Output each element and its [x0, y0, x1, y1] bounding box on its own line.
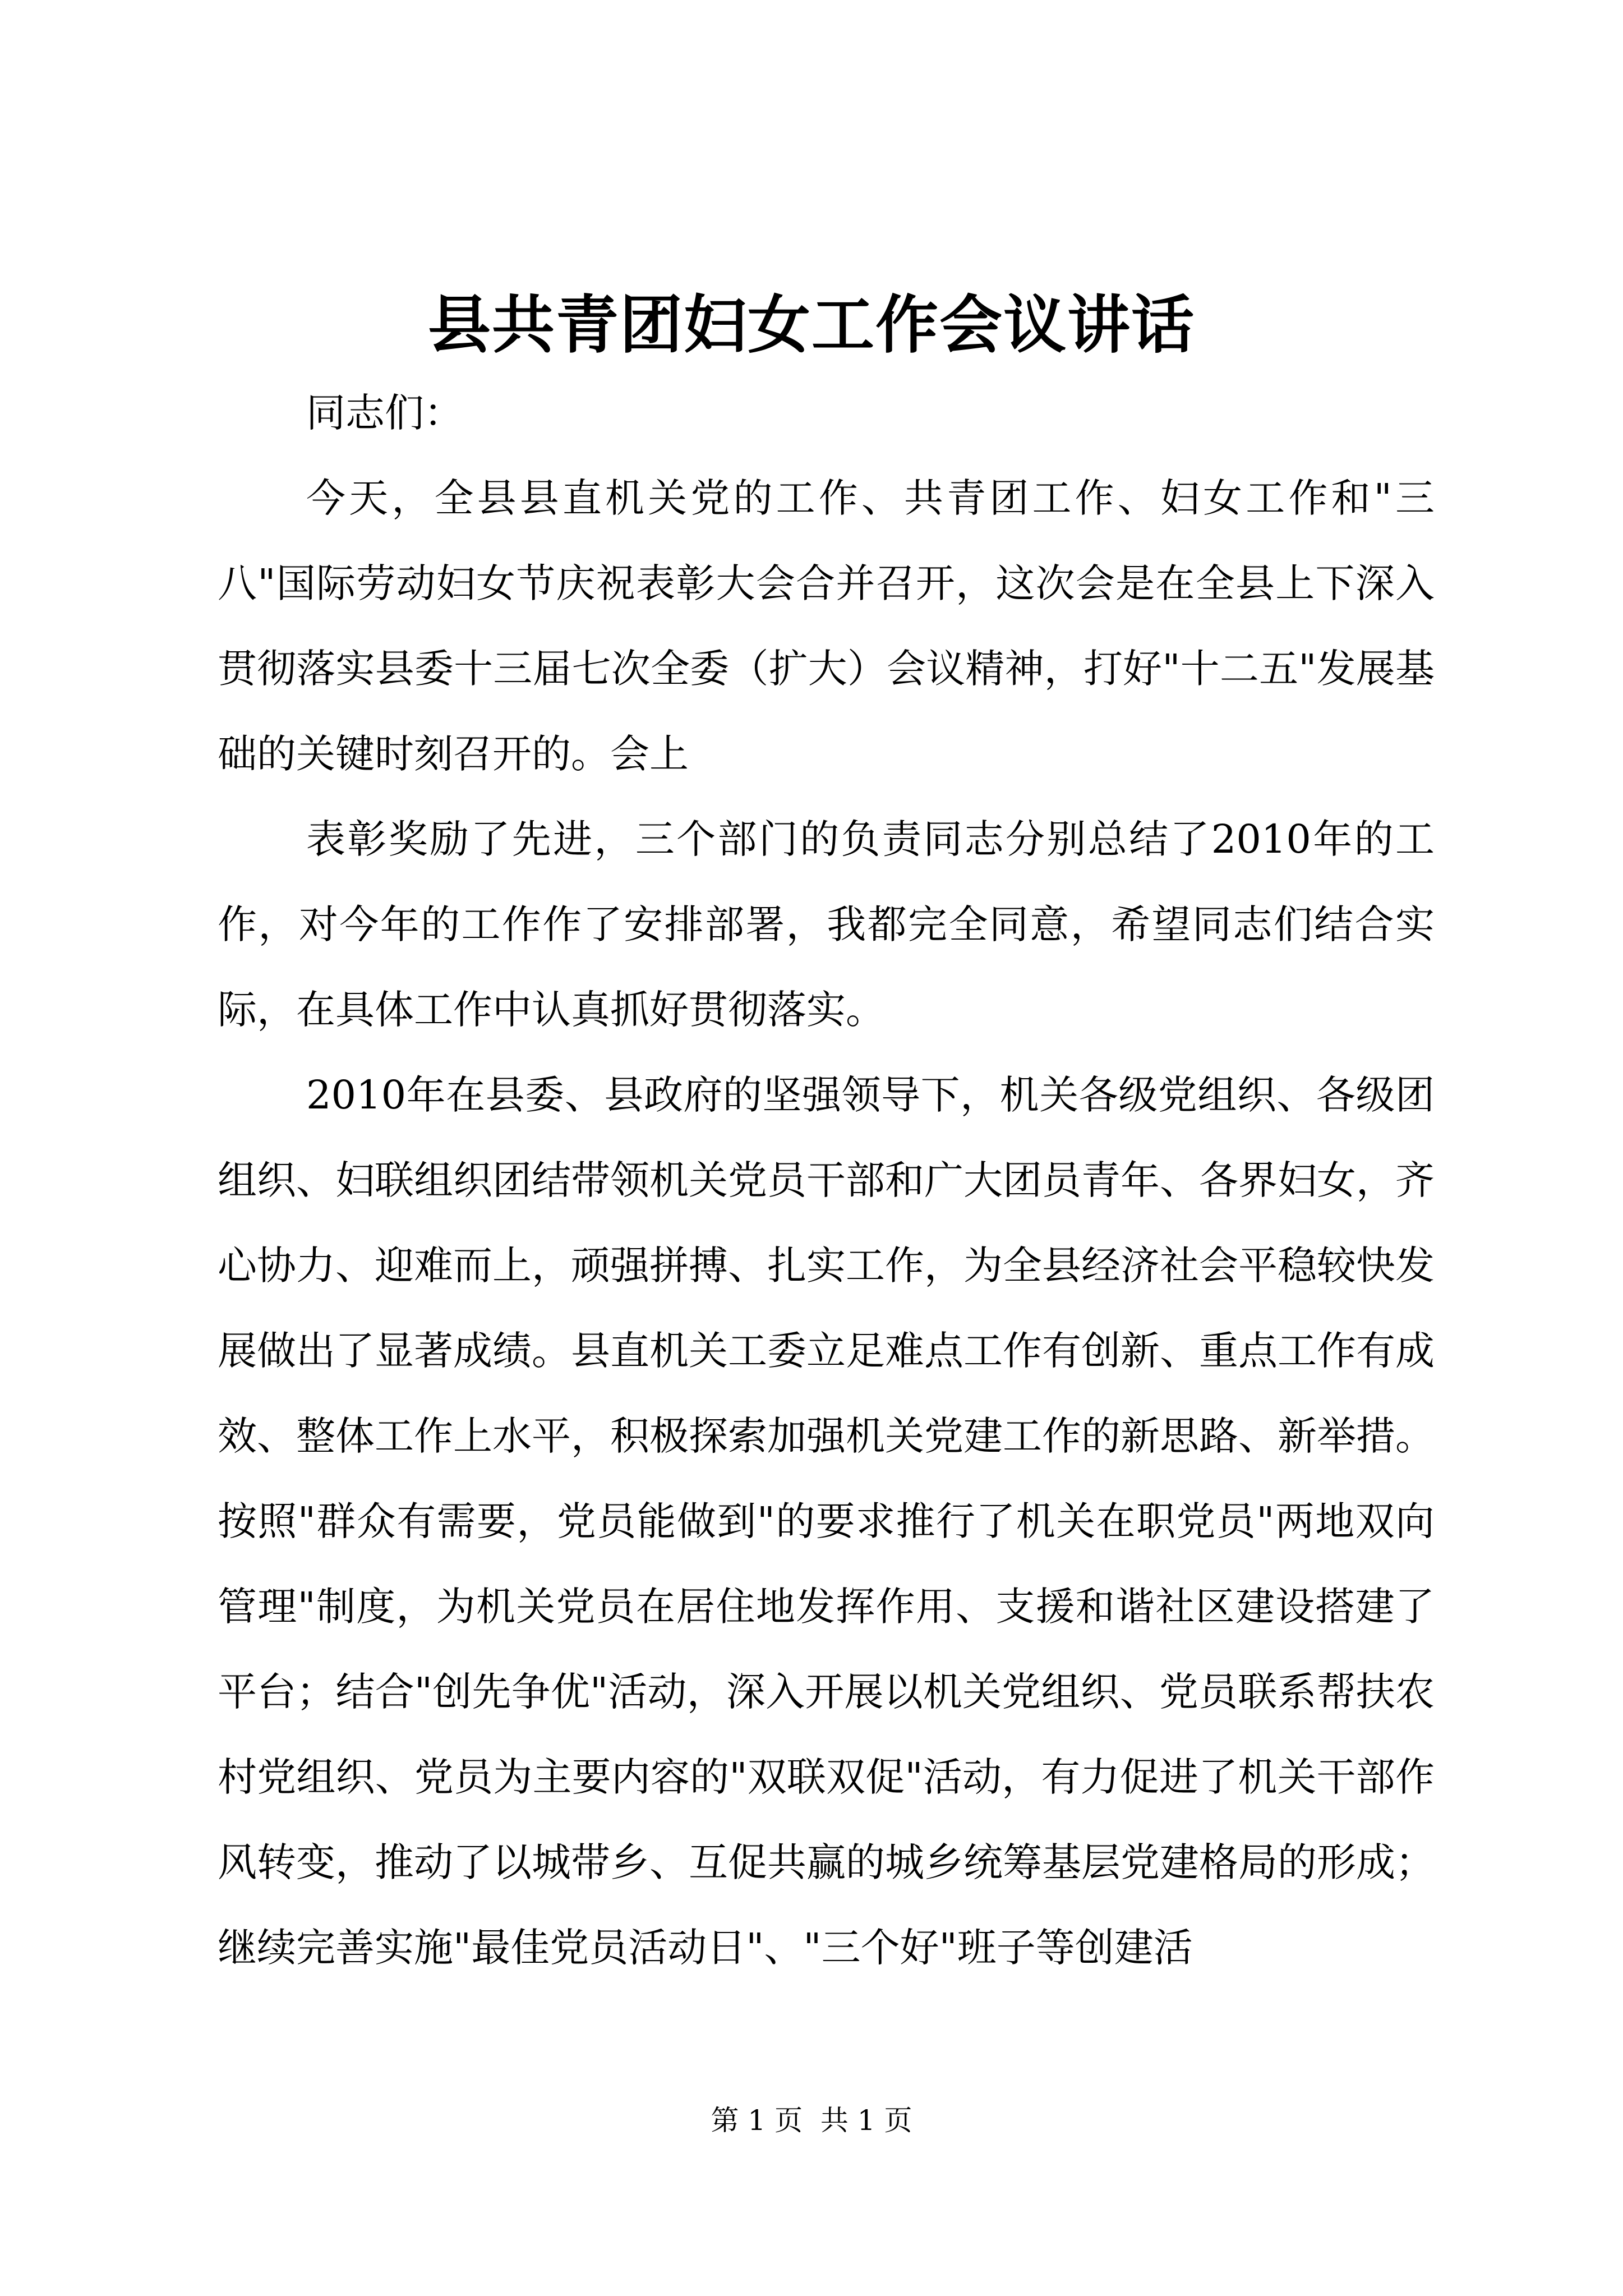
document-body	[218, 370, 1435, 1990]
salutation-paragraph: 同志们：	[306, 390, 463, 436]
body-paragraph: 今天，全县县直机关党的工作、共青团工作、妇女工作和"三八"国际劳动妇女节庆祝表彰大会合并召开，这次会是在全县上下深入贯彻落实县委十三届七次全委（扩大）会议精神，打好"十二五"发展基础的关键时刻召开的。会上	[218, 475, 1435, 777]
body-paragraph: 2010年在县委、县政府的坚强领导下，机关各级党组织、各级团组织、妇联组织团结带领机关党员干部和广大团员青年、各界妇女，齐心协力、迎难而上，顽强拼搏、扎实工作，为全县经济社会平稳较快发展做出了显著成绩。县直机关工委立足难点工作有创新、重点工作有成效、整体工作上水平，积极探索加强机关党建工作的新思路、新举措。按照"群众有需要，党员能做到"的要求推行了机关在职党员"两地双向管理"制度，为机关党员在居住地发挥作用、支援和谐社区建设搭建了平台；结合"创先争优"活动，深入开展以机关党组织、党员联系帮扶农村党组织、党员为主要内容的"双联双促"活动，有力促进了机关干部作风转变，推动了以城带乡、互促共赢的城乡统筹基层党建格局的形成；继续完善实施"最佳党员活动日"、"三个好"班子等创建活	[218, 1072, 1435, 1971]
document-title: 县共青团妇女工作会议讲话	[428, 288, 1195, 362]
page-number-label: 第 1 页 共 1 页	[711, 2104, 912, 2137]
body-paragraph: 表彰奖励了先进，三个部门的负责同志分别总结了2010年的工作，对今年的工作作了安排部署，我都完全同意，希望同志们结合实际，在具体工作中认真抓好贯彻落实。	[218, 816, 1435, 1033]
page-footer	[0, 2101, 1623, 2140]
